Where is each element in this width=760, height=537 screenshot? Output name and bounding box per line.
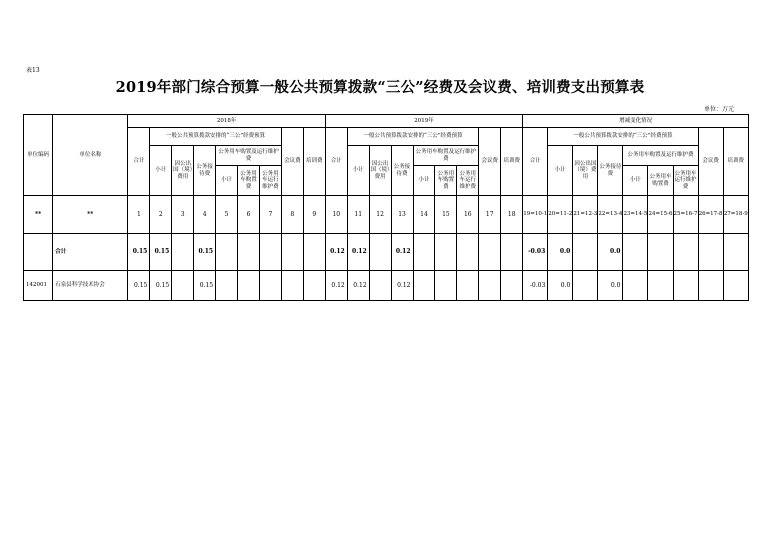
header-abroad: 因公出国（境）费用 <box>369 146 391 196</box>
cell-value <box>648 271 673 301</box>
index-cell: 27=18-9 <box>723 196 748 234</box>
header-vehicle-purchase: 公务用车购置费 <box>648 166 673 196</box>
cell-value <box>259 234 281 271</box>
index-cell: 17 <box>479 196 501 234</box>
index-cell: 22=13-4 <box>598 196 623 234</box>
cell-value <box>623 271 648 301</box>
cell-value: 0.15 <box>128 234 150 271</box>
index-cell: 16 <box>457 196 479 234</box>
cell-name: 石泉县科学技术协会 <box>53 271 128 301</box>
header-training: 培训费 <box>723 128 748 196</box>
cell-value <box>457 234 479 271</box>
index-cell: 6 <box>238 196 260 234</box>
cell-value <box>281 234 303 271</box>
header-vehicle-ops: 公务用车运行维护费 <box>673 166 698 196</box>
table-row-total <box>24 234 749 271</box>
cell-value: 0.0 <box>548 234 573 271</box>
cell-value: 0.15 <box>194 271 216 301</box>
header-sangong-2018: 一般公共预算拨款安排的“三公”经费预算 <box>150 128 282 146</box>
cell-value: 0.0 <box>598 234 623 271</box>
cell-value <box>413 234 435 271</box>
index-cell: 7 <box>259 196 281 234</box>
index-cell: 13 <box>391 196 413 234</box>
header-2018: 2018年 <box>128 115 325 128</box>
unit-label: 单位：万元 <box>703 106 734 113</box>
index-cell: ** <box>24 196 53 234</box>
index-cell: 10 <box>325 196 347 234</box>
cell-code <box>24 234 53 271</box>
index-row <box>24 196 749 234</box>
cell-value <box>723 271 748 301</box>
header-sangong-change: 一般公共预算拨款安排的“三公”经费预算 <box>548 128 698 146</box>
cell-value: 0.15 <box>128 271 150 301</box>
index-cell: 26=17-8 <box>698 196 723 234</box>
header-training: 培训费 <box>501 128 523 196</box>
cell-value <box>673 271 698 301</box>
cell-value <box>501 271 523 301</box>
cell-value: 0.12 <box>347 234 369 271</box>
index-cell: 2 <box>150 196 172 234</box>
index-cell: 1 <box>128 196 150 234</box>
cell-code: 142001 <box>24 271 53 301</box>
header-total: 合计 <box>523 128 548 196</box>
cell-value <box>259 271 281 301</box>
cell-value: 0.15 <box>150 271 172 301</box>
header-2019: 2019年 <box>325 115 522 128</box>
index-cell: 25=16-7 <box>673 196 698 234</box>
cell-value: 0.12 <box>391 234 413 271</box>
cell-value: 0.12 <box>325 234 347 271</box>
header-subtotal: 小计 <box>150 146 172 196</box>
index-cell: 14 <box>413 196 435 234</box>
cell-value <box>172 271 194 301</box>
index-cell: 12 <box>369 196 391 234</box>
cell-value <box>479 271 501 301</box>
cell-value <box>413 271 435 301</box>
cell-value <box>698 271 723 301</box>
cell-value <box>369 271 391 301</box>
header-abroad: 因公出国（境）费用 <box>573 146 598 196</box>
table-row <box>24 271 749 301</box>
cell-value <box>281 271 303 301</box>
header-vehicle: 公务用车购置及运行维护费 <box>216 146 282 166</box>
header-vehicle-purchase: 公务用车购置费 <box>435 166 457 196</box>
index-cell: 18 <box>501 196 523 234</box>
header-vehicle: 公务用车购置及运行维护费 <box>623 146 698 166</box>
cell-value: 0.15 <box>150 234 172 271</box>
header-meeting: 会议费 <box>281 128 303 196</box>
cell-value <box>216 234 238 271</box>
header-reception: 公务接待费 <box>598 146 623 196</box>
cell-value: 0.12 <box>347 271 369 301</box>
index-cell: 24=15-6 <box>648 196 673 234</box>
cell-value <box>479 234 501 271</box>
header-reception: 公务接待费 <box>194 146 216 196</box>
cell-value: 0.15 <box>194 234 216 271</box>
budget-table <box>23 114 749 301</box>
index-cell: 20=11-2 <box>548 196 573 234</box>
header-change: 增减变化情况 <box>523 115 749 128</box>
cell-value: 0.0 <box>548 271 573 301</box>
header-subtotal: 小计 <box>413 166 435 196</box>
header-vehicle-ops: 公务用车运行维护费 <box>457 166 479 196</box>
index-cell: 21=12-3 <box>573 196 598 234</box>
cell-value <box>623 234 648 271</box>
header-meeting: 会议费 <box>698 128 723 196</box>
cell-value: -0.03 <box>523 234 548 271</box>
header-subtotal: 小计 <box>216 166 238 196</box>
cell-value <box>501 234 523 271</box>
header-abroad: 因公出国（境）费用 <box>172 146 194 196</box>
table-tag: 表13 <box>26 67 40 74</box>
header-total: 合计 <box>325 128 347 196</box>
header-reception: 公务接待费 <box>391 146 413 196</box>
cell-value <box>698 234 723 271</box>
header-total: 合计 <box>128 128 150 196</box>
header-sangong-2019: 一般公共预算拨款安排的“三公”经费预算 <box>347 128 479 146</box>
header-vehicle: 公务用车购置及运行维护费 <box>413 146 479 166</box>
header-training: 培训费 <box>303 128 325 196</box>
header-subtotal: 小计 <box>623 166 648 196</box>
header-vehicle-ops: 公务用车运行维护费 <box>259 166 281 196</box>
cell-value <box>573 271 598 301</box>
index-cell: 9 <box>303 196 325 234</box>
index-cell: 5 <box>216 196 238 234</box>
cell-value <box>573 234 598 271</box>
cell-value <box>303 234 325 271</box>
header-subtotal: 小计 <box>347 146 369 196</box>
index-cell: 15 <box>435 196 457 234</box>
cell-value <box>435 271 457 301</box>
cell-value <box>216 271 238 301</box>
cell-value <box>238 271 260 301</box>
cell-value: 0.12 <box>391 271 413 301</box>
cell-value <box>673 234 698 271</box>
index-cell: 23=14-5 <box>623 196 648 234</box>
header-subtotal: 小计 <box>548 146 573 196</box>
cell-value <box>457 271 479 301</box>
cell-value <box>648 234 673 271</box>
index-cell: 11 <box>347 196 369 234</box>
page-title: 2019年部门综合预算一般公共预算拨款“三公”经费及会议费、培训费支出预算表 <box>115 79 645 96</box>
index-cell: 19=10-1 <box>523 196 548 234</box>
header-meeting: 会议费 <box>479 128 501 196</box>
cell-name: 合计 <box>53 234 128 271</box>
header-vehicle-purchase: 公务用车购置费 <box>238 166 260 196</box>
cell-value <box>238 234 260 271</box>
cell-value <box>435 234 457 271</box>
index-cell: 4 <box>194 196 216 234</box>
index-cell: ** <box>53 196 128 234</box>
cell-value <box>303 271 325 301</box>
cell-value <box>172 234 194 271</box>
cell-value: 0.12 <box>325 271 347 301</box>
index-cell: 8 <box>281 196 303 234</box>
cell-value: -0.03 <box>523 271 548 301</box>
cell-value <box>369 234 391 271</box>
cell-value <box>723 234 748 271</box>
header-unit-name: 单位名称 <box>53 115 128 196</box>
index-cell: 3 <box>172 196 194 234</box>
header-unit-code: 单位编码 <box>24 115 53 196</box>
cell-value: 0.0 <box>598 271 623 301</box>
